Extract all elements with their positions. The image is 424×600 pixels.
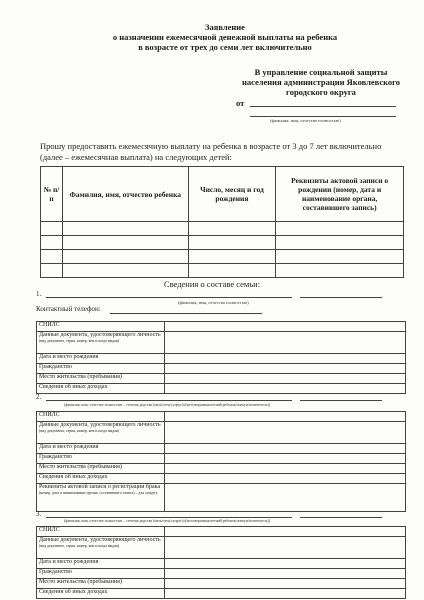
request-line-2: (далее – ежемесячная выплата) на следующих детей: (40, 152, 232, 162)
table-row (37, 374, 406, 384)
table-cell[interactable] (41, 222, 63, 236)
row-label (37, 589, 165, 599)
table-row (41, 264, 404, 278)
table-row (41, 250, 404, 264)
row-label (37, 579, 165, 589)
table-cell[interactable] (41, 250, 63, 264)
table-row (37, 537, 406, 559)
value-cell[interactable] (165, 537, 406, 559)
value-cell[interactable] (165, 589, 406, 599)
value-cell[interactable] (165, 332, 406, 354)
row-label-text: Дата и место рождения (39, 444, 99, 450)
from-name-line[interactable] (250, 106, 396, 107)
member-2-name-line[interactable] (46, 400, 292, 401)
form-title-line: в возрасте от трех до семи лет включительно (138, 42, 312, 52)
value-cell[interactable] (165, 484, 406, 512)
member-2-table (36, 411, 406, 512)
family-section-title: Сведения о составе семьи: (163, 279, 261, 289)
row-label (37, 374, 165, 384)
table-row (37, 589, 406, 599)
from-name-line-2[interactable] (250, 116, 396, 117)
row-label (37, 464, 165, 474)
table-cell[interactable] (62, 222, 188, 236)
value-cell[interactable] (165, 579, 406, 589)
row-label-text: СНИЛС (39, 322, 60, 328)
request-line-1: Прошу предоставить ежемесячную выплату на ребенка в возрасте от 3 до 7 лет включительно (40, 141, 382, 151)
table-cell[interactable] (62, 250, 188, 264)
row-label-text: СНИЛС (39, 412, 60, 418)
value-cell[interactable] (165, 354, 406, 364)
table-row (37, 354, 406, 364)
row-label-text: Данные документа, удостоверяющего личность (39, 537, 161, 543)
row-label-text: Дата и место рождения (39, 559, 99, 565)
table-row (37, 569, 406, 579)
table-cell[interactable] (276, 250, 404, 264)
row-label (37, 422, 165, 444)
row-label (37, 474, 165, 484)
value-cell[interactable] (165, 474, 406, 484)
row-label (37, 559, 165, 569)
children-table (40, 166, 404, 278)
row-label-text: Реквизиты актовой записи о регистрации брака (39, 484, 161, 490)
row-label-text: Гражданство (39, 454, 72, 460)
member-3-name-line[interactable] (46, 517, 292, 518)
from-label: от (236, 98, 245, 108)
row-label (37, 354, 165, 364)
row-label (37, 569, 165, 579)
column-header: Реквизиты актовой записи о рождении (номер, дата и наименование органа, составившего запись) (276, 167, 404, 222)
member-3-relation-line[interactable] (300, 517, 382, 518)
value-cell[interactable] (165, 464, 406, 474)
table-cell[interactable] (62, 264, 188, 278)
form-title-line: Заявление (205, 22, 245, 32)
row-label-hint: (номер, дата и наименование органа, составившего запись) – для супруга (39, 491, 158, 495)
row-label (37, 444, 165, 454)
row-label-text: Дата и место рождения (39, 354, 99, 360)
row-label (37, 454, 165, 464)
member-1-relation-line[interactable] (300, 297, 382, 298)
value-cell[interactable] (165, 527, 406, 537)
member-2-relation-line[interactable] (300, 400, 382, 401)
table-cell[interactable] (41, 236, 63, 250)
value-cell[interactable] (165, 374, 406, 384)
value-cell[interactable] (165, 384, 406, 394)
table-row (37, 384, 406, 394)
addressee-line: городского округа (286, 87, 356, 97)
value-cell[interactable] (165, 422, 406, 444)
row-label (37, 412, 165, 422)
value-cell[interactable] (165, 454, 406, 464)
table-row (37, 454, 406, 464)
row-label-text: Данные документа, удостоверяющего личность (39, 332, 161, 338)
table-cell[interactable] (188, 264, 276, 278)
phone-label: Контактный телефон: (36, 305, 101, 313)
member-3-number: 3. (36, 510, 42, 518)
row-label-hint: (вид документа, серия, номер, кем и когда выдан) (39, 544, 120, 548)
row-label (37, 527, 165, 537)
table-cell[interactable] (188, 222, 276, 236)
value-cell[interactable] (165, 444, 406, 454)
row-label-text: Сведения об иных доходах (39, 384, 108, 390)
phone-field-line[interactable] (110, 313, 262, 314)
table-row (41, 222, 404, 236)
table-cell[interactable] (62, 236, 188, 250)
column-header: Число, месяц и год рождения (188, 167, 276, 222)
form-title (110, 22, 340, 52)
table-row (37, 332, 406, 354)
table-row (37, 364, 406, 374)
table-cell[interactable] (188, 250, 276, 264)
row-label (37, 384, 165, 394)
value-cell[interactable] (165, 322, 406, 332)
table-row (37, 444, 406, 454)
value-cell[interactable] (165, 412, 406, 422)
table-row (37, 474, 406, 484)
table-row (41, 236, 404, 250)
row-label (37, 364, 165, 374)
row-label (37, 537, 165, 559)
table-row (37, 422, 406, 444)
row-label-text: Место жительства (пребывания) (39, 374, 122, 380)
member-3-name-hint: (фамилия, имя, отчество полностью – степень родства (мать/отец/супруг(а)/несовершеннолетний ребенок/опекун/попечитель)) (64, 519, 270, 523)
value-cell[interactable] (165, 364, 406, 374)
row-label-text: Данные документа, удостоверяющего личность (39, 422, 161, 428)
table-cell[interactable] (276, 222, 404, 236)
row-label-hint: (вид документа, серия, номер, кем и когда выдан) (39, 429, 120, 433)
column-header: Фамилия, имя, отчество ребенка (62, 167, 188, 222)
form-title-line: о назначении ежемесячной денежной выплаты на ребенка (112, 32, 338, 42)
table-cell[interactable] (276, 264, 404, 278)
value-cell[interactable] (165, 559, 406, 569)
table-row (37, 579, 406, 589)
row-label (37, 332, 165, 354)
row-label-text: Гражданство (39, 364, 72, 370)
row-label-text: Место жительства (пребывания) (39, 579, 122, 585)
children-table-header (41, 167, 404, 222)
table-row (37, 559, 406, 569)
member-1-table (36, 321, 406, 394)
table-cell[interactable] (41, 264, 63, 278)
member-1-name-hint: (фамилия, имя, отчество полностью) (178, 300, 249, 305)
value-cell[interactable] (165, 569, 406, 579)
row-label-text: Сведения об иных доходах (39, 589, 108, 595)
table-row (37, 527, 406, 537)
table-row (37, 464, 406, 474)
row-label (37, 484, 165, 512)
row-label-hint: (вид документа, серия, номер, кем и когда выдан) (39, 339, 120, 343)
member-1-name-line[interactable] (46, 297, 292, 298)
member-1-number: 1. (36, 290, 42, 298)
addressee-line: В управление социальной защиты (254, 67, 388, 77)
row-label-text: СНИЛС (39, 527, 60, 533)
table-cell[interactable] (188, 236, 276, 250)
member-2-number: 2. (36, 393, 42, 401)
table-cell[interactable] (276, 236, 404, 250)
row-label-text: Место жительства (пребывания) (39, 464, 122, 470)
member-3-table (36, 526, 406, 599)
table-row (37, 322, 406, 332)
from-hint: (фамилия, имя, отчество полностью) (270, 118, 341, 123)
row-label (37, 322, 165, 332)
table-row (37, 484, 406, 512)
column-header: № п/п (41, 167, 63, 222)
row-label-text: Гражданство (39, 569, 72, 575)
table-row (37, 412, 406, 422)
addressee-line: населения администрации Яковлевского (241, 77, 401, 87)
row-label-text: Сведения об иных доходах (39, 474, 108, 480)
member-2-name-hint: (фамилия, имя, отчество полностью – степень родства (мать/отец/супруг(а)/несовершеннолетний ребенок/опекун/попечитель)) (64, 403, 270, 407)
addressee-block (238, 67, 404, 97)
